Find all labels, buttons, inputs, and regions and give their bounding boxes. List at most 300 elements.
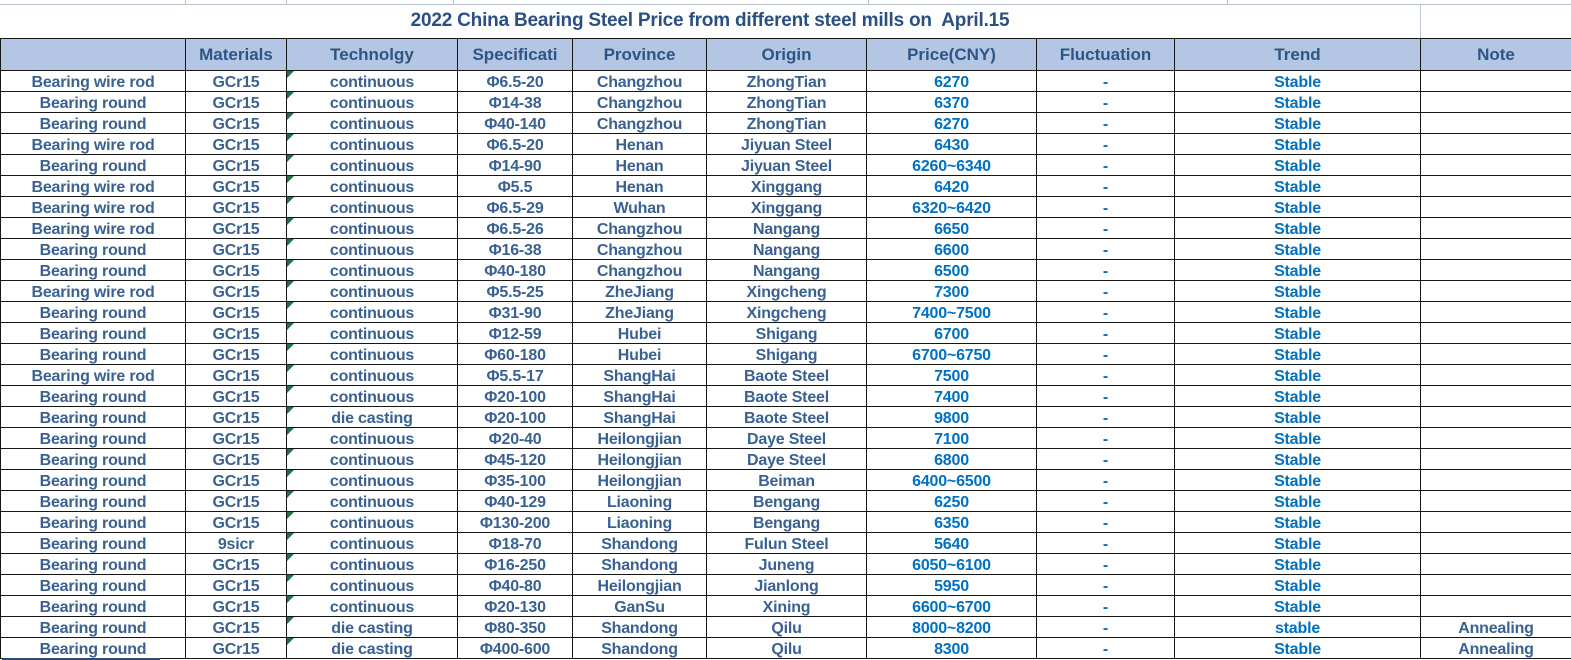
- cell-province[interactable]: Henan: [573, 155, 707, 176]
- cell-origin[interactable]: Shigang: [707, 323, 867, 344]
- cell-province[interactable]: Changzhou: [573, 218, 707, 239]
- cell-technology[interactable]: die casting: [287, 617, 458, 638]
- table-row: [1, 260, 1571, 281]
- cell-province[interactable]: Liaoning: [573, 512, 707, 533]
- cell-trend[interactable]: Stable: [1175, 155, 1421, 176]
- cell-product[interactable]: Bearing round: [1, 470, 186, 491]
- cell-price[interactable]: 6350: [867, 512, 1037, 533]
- cell-trend[interactable]: Stable: [1175, 92, 1421, 113]
- cell-trend[interactable]: Stable: [1175, 365, 1421, 386]
- cell-price[interactable]: 7100: [867, 428, 1037, 449]
- cell-note[interactable]: [1421, 113, 1571, 134]
- cell-specification[interactable]: Φ130-200: [458, 512, 573, 533]
- header-price[interactable]: Price(CNY): [867, 39, 1037, 71]
- cell-price[interactable]: 6250: [867, 491, 1037, 512]
- cell-technology[interactable]: continuous: [287, 155, 458, 176]
- cell-material[interactable]: GCr15: [186, 239, 287, 260]
- cell-origin[interactable]: Xingcheng: [707, 281, 867, 302]
- cell-material[interactable]: GCr15: [186, 155, 287, 176]
- cell-trend[interactable]: Stable: [1175, 491, 1421, 512]
- cell-technology[interactable]: continuous: [287, 344, 458, 365]
- cell-material[interactable]: GCr15: [186, 260, 287, 281]
- cell-fluctuation[interactable]: -: [1037, 638, 1175, 659]
- cell-province[interactable]: Shandong: [573, 554, 707, 575]
- cell-note[interactable]: [1421, 428, 1571, 449]
- header-origin[interactable]: Origin: [707, 39, 867, 71]
- cell-product[interactable]: Bearing round: [1, 239, 186, 260]
- cell-province[interactable]: Heilongjian: [573, 449, 707, 470]
- cell-price[interactable]: 6320~6420: [867, 197, 1037, 218]
- cell-material[interactable]: GCr15: [186, 134, 287, 155]
- cell-price[interactable]: 6050~6100: [867, 554, 1037, 575]
- cell-origin[interactable]: ZhongTian: [707, 92, 867, 113]
- cell-technology[interactable]: continuous: [287, 428, 458, 449]
- cell-specification[interactable]: Φ6.5-29: [458, 197, 573, 218]
- cell-material[interactable]: GCr15: [186, 113, 287, 134]
- cell-specification[interactable]: Φ14-90: [458, 155, 573, 176]
- cell-fluctuation[interactable]: -: [1037, 512, 1175, 533]
- cell-product[interactable]: Bearing round: [1, 596, 186, 617]
- cell-product[interactable]: Bearing round: [1, 512, 186, 533]
- cell-trend[interactable]: Stable: [1175, 323, 1421, 344]
- cell-trend[interactable]: Stable: [1175, 134, 1421, 155]
- cell-trend[interactable]: Stable: [1175, 554, 1421, 575]
- cell-technology[interactable]: continuous: [287, 176, 458, 197]
- cell-origin[interactable]: Shigang: [707, 344, 867, 365]
- cell-product[interactable]: Bearing round: [1, 449, 186, 470]
- cell-trend[interactable]: Stable: [1175, 470, 1421, 491]
- cell-product[interactable]: Bearing round: [1, 491, 186, 512]
- cell-specification[interactable]: Φ6.5-20: [458, 134, 573, 155]
- cell-specification[interactable]: Φ60-180: [458, 344, 573, 365]
- cell-material[interactable]: 9sicr: [186, 533, 287, 554]
- table-row: [1, 155, 1571, 176]
- cell-trend[interactable]: Stable: [1175, 449, 1421, 470]
- comment-indicator-icon: [287, 71, 294, 78]
- cell-trend[interactable]: Stable: [1175, 176, 1421, 197]
- table-row: [1, 71, 1571, 92]
- cell-material[interactable]: GCr15: [186, 323, 287, 344]
- cell-price[interactable]: 6260~6340: [867, 155, 1037, 176]
- cell-technology[interactable]: continuous: [287, 575, 458, 596]
- cell-trend[interactable]: Stable: [1175, 575, 1421, 596]
- table-row: [1, 638, 1571, 659]
- cell-origin[interactable]: Qilu: [707, 617, 867, 638]
- cell-specification[interactable]: Φ12-59: [458, 323, 573, 344]
- cell-province[interactable]: Changzhou: [573, 113, 707, 134]
- cell-price[interactable]: 5640: [867, 533, 1037, 554]
- cell-product[interactable]: Bearing round: [1, 323, 186, 344]
- cell-technology[interactable]: continuous: [287, 491, 458, 512]
- cell-note[interactable]: [1421, 92, 1571, 113]
- table-row: [1, 470, 1571, 491]
- cell-product[interactable]: Bearing round: [1, 386, 186, 407]
- cell-trend[interactable]: Stable: [1175, 113, 1421, 134]
- cell-fluctuation[interactable]: -: [1037, 365, 1175, 386]
- cell-price[interactable]: 6370: [867, 92, 1037, 113]
- cell-technology[interactable]: continuous: [287, 554, 458, 575]
- cell-price[interactable]: 6420: [867, 176, 1037, 197]
- cell-fluctuation[interactable]: -: [1037, 386, 1175, 407]
- cell-province[interactable]: Changzhou: [573, 92, 707, 113]
- cell-product[interactable]: Bearing round: [1, 92, 186, 113]
- header-materials[interactable]: Materials: [186, 39, 287, 71]
- cell-fluctuation[interactable]: -: [1037, 71, 1175, 92]
- cell-technology[interactable]: continuous: [287, 596, 458, 617]
- cell-technology[interactable]: continuous: [287, 470, 458, 491]
- cell-technology[interactable]: continuous: [287, 218, 458, 239]
- cell-note[interactable]: [1421, 302, 1571, 323]
- cell-fluctuation[interactable]: -: [1037, 155, 1175, 176]
- cell-fluctuation[interactable]: -: [1037, 575, 1175, 596]
- cell-price[interactable]: 7400: [867, 386, 1037, 407]
- cell-origin[interactable]: Baote Steel: [707, 407, 867, 428]
- cell-fluctuation[interactable]: -: [1037, 218, 1175, 239]
- cell-province[interactable]: Henan: [573, 176, 707, 197]
- title-cell[interactable]: [0, 4, 1420, 38]
- cell-specification[interactable]: Φ35-100: [458, 470, 573, 491]
- cell-technology[interactable]: continuous: [287, 449, 458, 470]
- cell-note[interactable]: [1421, 344, 1571, 365]
- cell-province[interactable]: ZheJiang: [573, 302, 707, 323]
- cell-specification[interactable]: Φ5.5-25: [458, 281, 573, 302]
- cell-price[interactable]: 6650: [867, 218, 1037, 239]
- cell-product[interactable]: Bearing wire rod: [1, 197, 186, 218]
- cell-trend[interactable]: Stable: [1175, 71, 1421, 92]
- cell-note[interactable]: [1421, 449, 1571, 470]
- header-fluctuation[interactable]: Fluctuation: [1037, 39, 1175, 71]
- cell-technology[interactable]: die casting: [287, 407, 458, 428]
- cell-specification[interactable]: Φ40-80: [458, 575, 573, 596]
- cell-specification[interactable]: Φ18-70: [458, 533, 573, 554]
- cell-product[interactable]: Bearing round: [1, 344, 186, 365]
- cell-origin[interactable]: Nangang: [707, 239, 867, 260]
- cell-price[interactable]: 7500: [867, 365, 1037, 386]
- cell-note[interactable]: [1421, 533, 1571, 554]
- cell-province[interactable]: Shandong: [573, 638, 707, 659]
- cell-technology[interactable]: continuous: [287, 197, 458, 218]
- cell-origin[interactable]: Daye Steel: [707, 428, 867, 449]
- cell-material[interactable]: GCr15: [186, 449, 287, 470]
- cell-price[interactable]: 8300: [867, 638, 1037, 659]
- cell-fluctuation[interactable]: -: [1037, 239, 1175, 260]
- cell-fluctuation[interactable]: -: [1037, 554, 1175, 575]
- cell-origin[interactable]: Jiyuan Steel: [707, 155, 867, 176]
- cell-product[interactable]: Bearing round: [1, 617, 186, 638]
- cell-trend[interactable]: Stable: [1175, 638, 1421, 659]
- cell-note[interactable]: [1421, 218, 1571, 239]
- cell-fluctuation[interactable]: -: [1037, 197, 1175, 218]
- cell-material[interactable]: GCr15: [186, 512, 287, 533]
- cell-province[interactable]: GanSu: [573, 596, 707, 617]
- cell-technology[interactable]: continuous: [287, 134, 458, 155]
- cell-province[interactable]: Changzhou: [573, 239, 707, 260]
- header-trend[interactable]: Trend: [1175, 39, 1421, 71]
- cell-province[interactable]: Changzhou: [573, 71, 707, 92]
- cell-product[interactable]: Bearing round: [1, 554, 186, 575]
- cell-fluctuation[interactable]: -: [1037, 407, 1175, 428]
- cell-province[interactable]: Heilongjian: [573, 470, 707, 491]
- cell-province[interactable]: ZheJiang: [573, 281, 707, 302]
- cell-note[interactable]: [1421, 554, 1571, 575]
- cell-specification[interactable]: Φ80-350: [458, 617, 573, 638]
- cell-trend[interactable]: Stable: [1175, 302, 1421, 323]
- cell-technology[interactable]: die casting: [287, 638, 458, 659]
- cell-technology[interactable]: continuous: [287, 365, 458, 386]
- cell-origin[interactable]: Fulun Steel: [707, 533, 867, 554]
- cell-province[interactable]: Hubei: [573, 344, 707, 365]
- cell-trend[interactable]: Stable: [1175, 218, 1421, 239]
- cell-material[interactable]: GCr15: [186, 344, 287, 365]
- cell-material[interactable]: GCr15: [186, 302, 287, 323]
- cell-trend[interactable]: Stable: [1175, 344, 1421, 365]
- cell-specification[interactable]: Φ40-180: [458, 260, 573, 281]
- cell-material[interactable]: GCr15: [186, 596, 287, 617]
- cell-material[interactable]: GCr15: [186, 71, 287, 92]
- cell-material[interactable]: GCr15: [186, 218, 287, 239]
- cell-origin[interactable]: Bengang: [707, 491, 867, 512]
- cell-province[interactable]: Shandong: [573, 617, 707, 638]
- cell-fluctuation[interactable]: -: [1037, 533, 1175, 554]
- cell-material[interactable]: GCr15: [186, 407, 287, 428]
- cell-province[interactable]: Shandong: [573, 533, 707, 554]
- cell-material[interactable]: GCr15: [186, 638, 287, 659]
- header-technology[interactable]: Technolgy: [287, 39, 458, 71]
- cell-origin[interactable]: Xingcheng: [707, 302, 867, 323]
- cell-price[interactable]: 6400~6500: [867, 470, 1037, 491]
- cell-specification[interactable]: Φ40-129: [458, 491, 573, 512]
- cell-fluctuation[interactable]: -: [1037, 323, 1175, 344]
- cell-product[interactable]: Bearing wire rod: [1, 281, 186, 302]
- cell-note[interactable]: [1421, 323, 1571, 344]
- cell-product[interactable]: Bearing round: [1, 575, 186, 596]
- cell-material[interactable]: GCr15: [186, 281, 287, 302]
- cell-trend[interactable]: Stable: [1175, 533, 1421, 554]
- cell-fluctuation[interactable]: -: [1037, 491, 1175, 512]
- cell-trend[interactable]: Stable: [1175, 260, 1421, 281]
- cell-province[interactable]: Henan: [573, 134, 707, 155]
- cell-technology[interactable]: continuous: [287, 533, 458, 554]
- cell-specification[interactable]: Φ20-130: [458, 596, 573, 617]
- cell-product[interactable]: Bearing round: [1, 533, 186, 554]
- cell-technology[interactable]: continuous: [287, 113, 458, 134]
- cell-origin[interactable]: Baote Steel: [707, 365, 867, 386]
- cell-technology[interactable]: continuous: [287, 302, 458, 323]
- cell-material[interactable]: GCr15: [186, 617, 287, 638]
- cell-note[interactable]: [1421, 71, 1571, 92]
- cell-fluctuation[interactable]: -: [1037, 134, 1175, 155]
- cell-origin[interactable]: ZhongTian: [707, 113, 867, 134]
- table-row: [1, 512, 1571, 533]
- cell-specification[interactable]: Φ5.5: [458, 176, 573, 197]
- cell-specification[interactable]: Φ14-38: [458, 92, 573, 113]
- cell-origin[interactable]: Jiyuan Steel: [707, 134, 867, 155]
- cell-province[interactable]: Heilongjian: [573, 428, 707, 449]
- cell-province[interactable]: Heilongjian: [573, 575, 707, 596]
- cell-trend[interactable]: Stable: [1175, 407, 1421, 428]
- cell-note[interactable]: [1421, 407, 1571, 428]
- cell-fluctuation[interactable]: -: [1037, 113, 1175, 134]
- cell-trend[interactable]: Stable: [1175, 281, 1421, 302]
- cell-fluctuation[interactable]: -: [1037, 449, 1175, 470]
- cell-specification[interactable]: Φ6.5-26: [458, 218, 573, 239]
- cell-price[interactable]: 6600: [867, 239, 1037, 260]
- cell-fluctuation[interactable]: -: [1037, 302, 1175, 323]
- cell-material[interactable]: GCr15: [186, 92, 287, 113]
- cell-trend[interactable]: Stable: [1175, 239, 1421, 260]
- cell-material[interactable]: GCr15: [186, 491, 287, 512]
- cell-fluctuation[interactable]: -: [1037, 260, 1175, 281]
- cell-product[interactable]: Bearing round: [1, 155, 186, 176]
- cell-price[interactable]: 8000~8200: [867, 617, 1037, 638]
- cell-material[interactable]: GCr15: [186, 176, 287, 197]
- cell-province[interactable]: Liaoning: [573, 491, 707, 512]
- cell-trend[interactable]: stable: [1175, 617, 1421, 638]
- header-province[interactable]: Province: [573, 39, 707, 71]
- cell-province[interactable]: ShangHai: [573, 386, 707, 407]
- cell-origin[interactable]: Nangang: [707, 218, 867, 239]
- cell-specification[interactable]: Φ16-250: [458, 554, 573, 575]
- cell-fluctuation[interactable]: -: [1037, 428, 1175, 449]
- cell-origin[interactable]: Beiman: [707, 470, 867, 491]
- cell-province[interactable]: ShangHai: [573, 365, 707, 386]
- cell-fluctuation[interactable]: -: [1037, 92, 1175, 113]
- cell-note[interactable]: [1421, 365, 1571, 386]
- cell-note[interactable]: [1421, 134, 1571, 155]
- cell-specification[interactable]: Φ5.5-17: [458, 365, 573, 386]
- cell-product[interactable]: Bearing round: [1, 428, 186, 449]
- cell-specification[interactable]: Φ40-140: [458, 113, 573, 134]
- cell-technology[interactable]: continuous: [287, 281, 458, 302]
- cell-product[interactable]: Bearing wire rod: [1, 365, 186, 386]
- cell-note[interactable]: [1421, 575, 1571, 596]
- cell-origin[interactable]: Nangang: [707, 260, 867, 281]
- cell-origin[interactable]: Bengang: [707, 512, 867, 533]
- cell-technology[interactable]: continuous: [287, 512, 458, 533]
- cell-technology[interactable]: continuous: [287, 239, 458, 260]
- cell-product[interactable]: Bearing round: [1, 260, 186, 281]
- cell-material[interactable]: GCr15: [186, 470, 287, 491]
- cell-note[interactable]: [1421, 512, 1571, 533]
- cell-origin[interactable]: Qilu: [707, 638, 867, 659]
- cell-note[interactable]: [1421, 470, 1571, 491]
- cell-fluctuation[interactable]: -: [1037, 344, 1175, 365]
- cell-material[interactable]: GCr15: [186, 197, 287, 218]
- cell-price[interactable]: 6270: [867, 113, 1037, 134]
- cell-specification[interactable]: Φ16-38: [458, 239, 573, 260]
- header-note[interactable]: Note: [1421, 39, 1571, 71]
- cell-price[interactable]: 6700: [867, 323, 1037, 344]
- cell-product[interactable]: Bearing wire rod: [1, 218, 186, 239]
- cell-origin[interactable]: Jianlong: [707, 575, 867, 596]
- cell-product[interactable]: Bearing wire rod: [1, 176, 186, 197]
- cell-note[interactable]: [1421, 155, 1571, 176]
- cell-fluctuation[interactable]: -: [1037, 617, 1175, 638]
- cell-technology[interactable]: continuous: [287, 71, 458, 92]
- table-row: [1, 281, 1571, 302]
- cell-specification[interactable]: Φ20-100: [458, 407, 573, 428]
- cell-province[interactable]: Hubei: [573, 323, 707, 344]
- cell-origin[interactable]: Juneng: [707, 554, 867, 575]
- cell-note[interactable]: [1421, 239, 1571, 260]
- cell-price[interactable]: 6430: [867, 134, 1037, 155]
- cell-product[interactable]: Bearing wire rod: [1, 134, 186, 155]
- cell-specification[interactable]: Φ400-600: [458, 638, 573, 659]
- cell-origin[interactable]: Xining: [707, 596, 867, 617]
- cell-product[interactable]: Bearing round: [1, 113, 186, 134]
- cell-product[interactable]: Bearing round: [1, 638, 186, 659]
- cell-origin[interactable]: Xinggang: [707, 176, 867, 197]
- cell-price[interactable]: 6270: [867, 71, 1037, 92]
- cell-note[interactable]: Annealing: [1421, 638, 1571, 659]
- cell-price[interactable]: 6800: [867, 449, 1037, 470]
- cell-origin[interactable]: Xinggang: [707, 197, 867, 218]
- page-title: 2022 China Bearing Steel Price from different steel mills on April.15: [410, 10, 1010, 31]
- cell-trend[interactable]: Stable: [1175, 428, 1421, 449]
- cell-material[interactable]: GCr15: [186, 428, 287, 449]
- cell-origin[interactable]: ZhongTian: [707, 71, 867, 92]
- cell-note[interactable]: [1421, 260, 1571, 281]
- cell-technology[interactable]: continuous: [287, 260, 458, 281]
- cell-province[interactable]: Changzhou: [573, 260, 707, 281]
- cell-technology[interactable]: continuous: [287, 92, 458, 113]
- cell-note[interactable]: Annealing: [1421, 617, 1571, 638]
- cell-price[interactable]: 6700~6750: [867, 344, 1037, 365]
- cell-province[interactable]: Wuhan: [573, 197, 707, 218]
- cell-origin[interactable]: Daye Steel: [707, 449, 867, 470]
- cell-material[interactable]: GCr15: [186, 554, 287, 575]
- cell-product[interactable]: Bearing wire rod: [1, 71, 186, 92]
- cell-price[interactable]: 6500: [867, 260, 1037, 281]
- cell-specification[interactable]: Φ45-120: [458, 449, 573, 470]
- cell-note[interactable]: [1421, 596, 1571, 617]
- cell-technology[interactable]: continuous: [287, 386, 458, 407]
- cell-technology[interactable]: continuous: [287, 323, 458, 344]
- cell-fluctuation[interactable]: -: [1037, 176, 1175, 197]
- cell-price[interactable]: 7300: [867, 281, 1037, 302]
- cell-specification[interactable]: Φ6.5-20: [458, 71, 573, 92]
- cell-product[interactable]: Bearing round: [1, 407, 186, 428]
- cell-price[interactable]: 9800: [867, 407, 1037, 428]
- cell-trend[interactable]: Stable: [1175, 197, 1421, 218]
- cell-note[interactable]: [1421, 491, 1571, 512]
- cell-trend[interactable]: Stable: [1175, 596, 1421, 617]
- header-specification[interactable]: Specificati: [458, 39, 573, 71]
- cell-specification[interactable]: Φ20-100: [458, 386, 573, 407]
- cell-province[interactable]: ShangHai: [573, 407, 707, 428]
- cell-material[interactable]: GCr15: [186, 365, 287, 386]
- cell-price[interactable]: 7400~7500: [867, 302, 1037, 323]
- cell-material[interactable]: GCr15: [186, 575, 287, 596]
- cell-price[interactable]: 5950: [867, 575, 1037, 596]
- cell-origin[interactable]: Baote Steel: [707, 386, 867, 407]
- cell-note[interactable]: [1421, 281, 1571, 302]
- cell-fluctuation[interactable]: -: [1037, 470, 1175, 491]
- cell-note[interactable]: [1421, 197, 1571, 218]
- cell-specification[interactable]: Φ31-90: [458, 302, 573, 323]
- cell-trend[interactable]: Stable: [1175, 386, 1421, 407]
- cell-price[interactable]: 6600~6700: [867, 596, 1037, 617]
- cell-trend[interactable]: Stable: [1175, 512, 1421, 533]
- cell-fluctuation[interactable]: -: [1037, 596, 1175, 617]
- cell-material[interactable]: GCr15: [186, 386, 287, 407]
- cell-note[interactable]: [1421, 176, 1571, 197]
- cell-note[interactable]: [1421, 386, 1571, 407]
- header-product[interactable]: [1, 39, 186, 71]
- cell-specification[interactable]: Φ20-40: [458, 428, 573, 449]
- cell-fluctuation[interactable]: -: [1037, 281, 1175, 302]
- cell-product[interactable]: Bearing round: [1, 302, 186, 323]
